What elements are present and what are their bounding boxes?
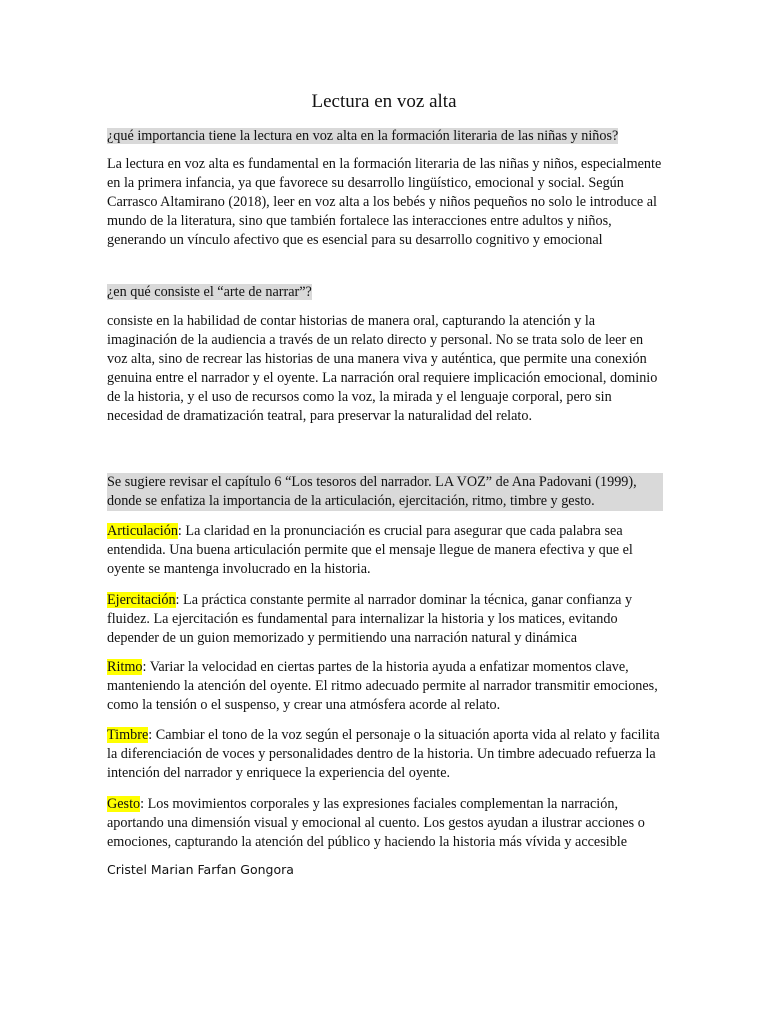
text-ejercitacion: : La práctica constante permite al narrador dominar la técnica, ganar confianza y fluidez. La ejercitación es fundamental para internalizar la historia y los matices, evitando depender de un guion memorizado y permitiendo una narración natural y dinámica — [107, 592, 633, 646]
term-articulacion: Articulación — [107, 523, 178, 539]
term-gesto: Gesto — [107, 796, 141, 812]
author-name: Cristel Marian Farfan Gongora — [107, 862, 294, 877]
item-ritmo — [107, 658, 663, 715]
text-ritmo: : Variar la velocidad en ciertas partes de la historia ayuda a enfatizar momentos clave, manteniendo la atención del oyente. El ritmo adecuado permite al narrador transmitir emociones, como la tensión o el suspenso, y crear una atmósfera acorde al relato. — [107, 659, 658, 713]
question-1 — [107, 127, 663, 146]
item-timbre — [107, 726, 663, 783]
term-ejercitacion: Ejercitación — [107, 592, 176, 608]
term-timbre: Timbre — [107, 727, 149, 743]
term-ritmo: Ritmo — [107, 659, 143, 675]
question-2-text: ¿en qué consiste el “arte de narrar”? — [107, 284, 312, 300]
text-articulacion: : La claridad en la pronunciación es crucial para asegurar que cada palabra sea entendida. Una buena articulación permite que el mensaje llegue de manera efectiva y que el oyente se mantenga involucrado en la historia. — [107, 523, 633, 577]
answer-2: consiste en la habilidad de contar historias de manera oral, capturando la atención y la imaginación de la audiencia a través de un relato directo y personal. No se trata solo de leer en voz alta, sino de recrear las historias de una manera viva y auténtica, que permite una conexión genuina entre el narrador y el oyente. La narración oral requiere implicación emocional, dominio de la historia, y el uso de recursos como la voz, la mirada y el lenguaje corporal, pero sin necesidad de dramatización teatral, para preservar la naturalidad del relato. — [107, 313, 658, 424]
page-title: Lectura en voz alta — [311, 91, 457, 112]
text-timbre: : Cambiar el tono de la voz según el personaje o la situación aporta vida al relato y facilita la diferenciación de voces y personalidades dentro de la historia. Un timbre adecuado refuerza la intención del narrador y enriquece la experiencia del oyente. — [107, 727, 660, 781]
item-ejercitacion — [107, 591, 663, 648]
text-gesto: : Los movimientos corporales y las expresiones faciales complementan la narración, aportando una dimensión visual y emocional al cuento. Los gestos ayudan a ilustrar acciones o emociones, capturando la atención del público y haciendo la historia más vívida y accesible — [107, 796, 645, 850]
item-gesto — [107, 795, 663, 852]
question-2 — [107, 283, 663, 302]
question-1-text: ¿qué importancia tiene la lectura en voz alta en la formación literaria de las niñas y niños? — [107, 128, 619, 144]
suggestion-paragraph: Se sugiere revisar el capítulo 6 “Los tesoros del narrador. LA VOZ” de Ana Padovani (1999), donde se enfatiza la importancia de la articulación, ejercitación, ritmo, timbre y gesto. — [107, 473, 663, 511]
item-articulacion — [107, 522, 663, 579]
answer-1: La lectura en voz alta es fundamental en la formación literaria de las niñas y niños, especialmente en la primera infancia, ya que favorece su desarrollo lingüístico, emocional y social. Según Carrasco Altamirano (2018), leer en voz alta a los bebés y niños pequeños no solo le introduce al mundo de la literatura, sino que también fortalece las interacciones entre adultos y niños, generando un vínculo afectivo que es esencial para su desarrollo cognitivo y emocional — [107, 156, 662, 248]
